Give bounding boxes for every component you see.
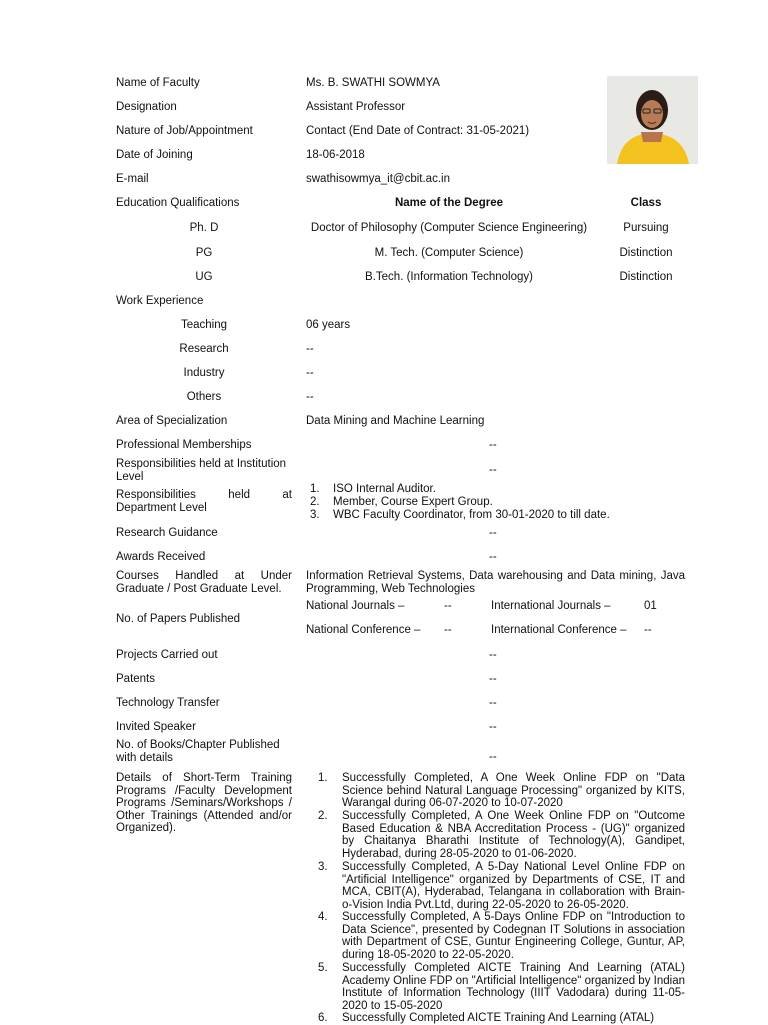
experience-value: -- xyxy=(306,367,314,379)
resp-institution-label: Responsibilities held at Institution xyxy=(116,458,287,470)
training-list xyxy=(318,772,685,1025)
resp-item-number: 2. xyxy=(310,496,320,508)
training-item-text: Successfully Completed, A 5-Days Online FDP on "Introduction to Data Science", presented by Codegnan IT Solutions in association with Department of CSE, Guntur Engineering College, Guntur, AP, during 18-05-2020 to 22-05-2020. xyxy=(342,911,685,961)
training-label: Details of Short-Term Training Programs /Faculty Development Programs /Seminars/Workshops / Other Trainings (Attended and/or Organized). xyxy=(116,772,292,835)
designation-label: Designation xyxy=(116,101,177,113)
resp-item-number: 1. xyxy=(310,483,320,495)
specialization-label: Area of Specialization xyxy=(116,415,228,427)
edu-degree: B.Tech. (Information Technology) xyxy=(365,271,533,283)
designation-value: Assistant Professor xyxy=(306,101,406,113)
resp-department-label-2: Department Level xyxy=(116,502,207,514)
degree-header: Name of the Degree xyxy=(394,197,503,209)
tech-transfer-label: Technology Transfer xyxy=(116,697,220,709)
training-item xyxy=(318,810,685,861)
training-item-number: 2. xyxy=(318,810,328,822)
name-value: Ms. B. SWATHI SOWMYA xyxy=(306,77,440,89)
training-item xyxy=(318,1012,685,1025)
training-item xyxy=(318,911,685,962)
papers-label: No. of Papers Published xyxy=(116,613,241,625)
edu-level: Ph. D xyxy=(189,222,219,234)
edu-class: Distinction xyxy=(619,247,673,259)
doj-label: Date of Joining xyxy=(116,149,193,161)
work-experience-label: Work Experience xyxy=(116,295,204,307)
edu-class: Pursuing xyxy=(623,222,669,234)
experience-value: -- xyxy=(306,343,314,355)
patents-label: Patents xyxy=(116,673,155,685)
projects-label: Projects Carried out xyxy=(116,649,218,661)
faculty-photo-image xyxy=(607,76,698,164)
edu-degree: M. Tech. (Computer Science) xyxy=(374,247,524,259)
edu-class: Distinction xyxy=(619,271,673,283)
experience-type: Others xyxy=(186,391,222,403)
resp-department-label: Responsibilities held at xyxy=(116,489,292,501)
international-journals-label: International Journals – xyxy=(491,600,611,612)
name-label: Name of Faculty xyxy=(116,77,200,89)
edu-degree: Doctor of Philosophy (Computer Science Engineering) xyxy=(310,222,588,234)
resp-institution-value: -- xyxy=(489,464,497,476)
training-item-number: 4. xyxy=(318,911,328,923)
nature-value: Contact (End Date of Contract: 31-05-2021) xyxy=(306,125,530,137)
email-label: E-mail xyxy=(116,173,149,185)
books-value: -- xyxy=(489,751,497,763)
resp-item: Member, Course Expert Group. xyxy=(333,496,493,508)
education-label: Education Qualifications xyxy=(116,197,240,209)
experience-type: Industry xyxy=(183,367,225,379)
courses-value-2: Programming, Web Technologies xyxy=(306,583,475,595)
training-item-text: Successfully Completed, A 5-Day National Level Online FDP on "Artificial Intelligence" organized by Departments of CSE, IT and MCA, CBIT(A), Hyderabad, Telangana in collaboration with Brain-o-Vision India Pvt.Ltd, during 22-05-2020 to 26-05-2020. xyxy=(342,861,685,911)
patents-value: -- xyxy=(489,673,497,685)
invited-speaker-value: -- xyxy=(489,721,497,733)
training-item-number: 5. xyxy=(318,962,328,974)
training-item-text: Successfully Completed AICTE Training And Learning (ATAL) xyxy=(342,1012,655,1024)
memberships-value: -- xyxy=(489,439,497,451)
edu-level: PG xyxy=(195,247,213,259)
training-item-number: 6. xyxy=(318,1012,328,1024)
training-item-text: Successfully Completed AICTE Training And Learning (ATAL) Academy Online FDP on "Artificial Intelligence" organized by Indian Institute of Information Technology (IIIT Vadodara) during 11-05-2020 to 15-05-2020 xyxy=(342,962,685,1012)
nature-label: Nature of Job/Appointment xyxy=(116,125,253,137)
experience-value: -- xyxy=(306,391,314,403)
resp-item: ISO Internal Auditor. xyxy=(333,483,436,495)
awards-label: Awards Received xyxy=(116,551,206,563)
courses-value: Information Retrieval Systems, Data warehousing and Data mining, Java xyxy=(306,570,685,582)
research-guidance-label: Research Guidance xyxy=(116,527,218,539)
national-conference-value: -- xyxy=(444,624,452,636)
awards-value: -- xyxy=(489,551,497,563)
international-conference-label: International Conference – xyxy=(491,624,627,636)
email-value: swathisowmya_it@cbit.ac.in xyxy=(306,173,450,185)
international-conference-value: -- xyxy=(644,624,652,636)
training-item xyxy=(318,861,685,911)
experience-type: Teaching xyxy=(180,319,228,331)
memberships-label: Professional Memberships xyxy=(116,439,252,451)
training-item-number: 1. xyxy=(318,772,328,784)
courses-label-2: Graduate / Post Graduate Level. xyxy=(116,583,282,595)
training-item xyxy=(318,772,685,810)
training-item-text: Successfully Completed, A One Week Online FDP on "Data Science behind Natural Language Processing" organized by KITS, Warangal during 06-07-2020 to 10-07-2020 xyxy=(342,772,685,810)
national-conference-label: National Conference – xyxy=(306,624,421,636)
invited-speaker-label: Invited Speaker xyxy=(116,721,196,733)
tech-transfer-value: -- xyxy=(489,697,497,709)
international-journals-value: 01 xyxy=(644,600,657,612)
training-item-text: Successfully Completed, A One Week Online FDP on "Outcome Based Education & NBA Accreditation Process - (UG)" organized by Chaitanya Bharathi Institute of Technology(A), Gandipet, Hyderabad, during 28-05-2020 to 01-06-2020. xyxy=(342,810,685,860)
class-header: Class xyxy=(630,197,662,209)
faculty-photo xyxy=(607,76,698,164)
edu-level: UG xyxy=(195,271,213,283)
experience-value: 06 years xyxy=(306,319,351,331)
courses-label: Courses Handled at Under xyxy=(116,570,292,582)
research-guidance-value: -- xyxy=(489,527,497,539)
resp-item: WBC Faculty Coordinator, from 30-01-2020 to till date. xyxy=(333,509,610,521)
training-item xyxy=(318,962,685,1012)
national-journals-label: National Journals – xyxy=(306,600,405,612)
projects-value: -- xyxy=(489,649,497,661)
training-item-number: 3. xyxy=(318,861,328,873)
resp-institution-label-2: Level xyxy=(116,471,144,483)
specialization-value: Data Mining and Machine Learning xyxy=(306,415,485,427)
doj-value: 18-06-2018 xyxy=(306,149,365,161)
experience-type: Research xyxy=(179,343,229,355)
national-journals-value: -- xyxy=(444,600,452,612)
books-label: No. of Books/Chapter Published xyxy=(116,739,280,751)
resp-item-number: 3. xyxy=(310,509,320,521)
books-label-2: with details xyxy=(116,752,173,764)
